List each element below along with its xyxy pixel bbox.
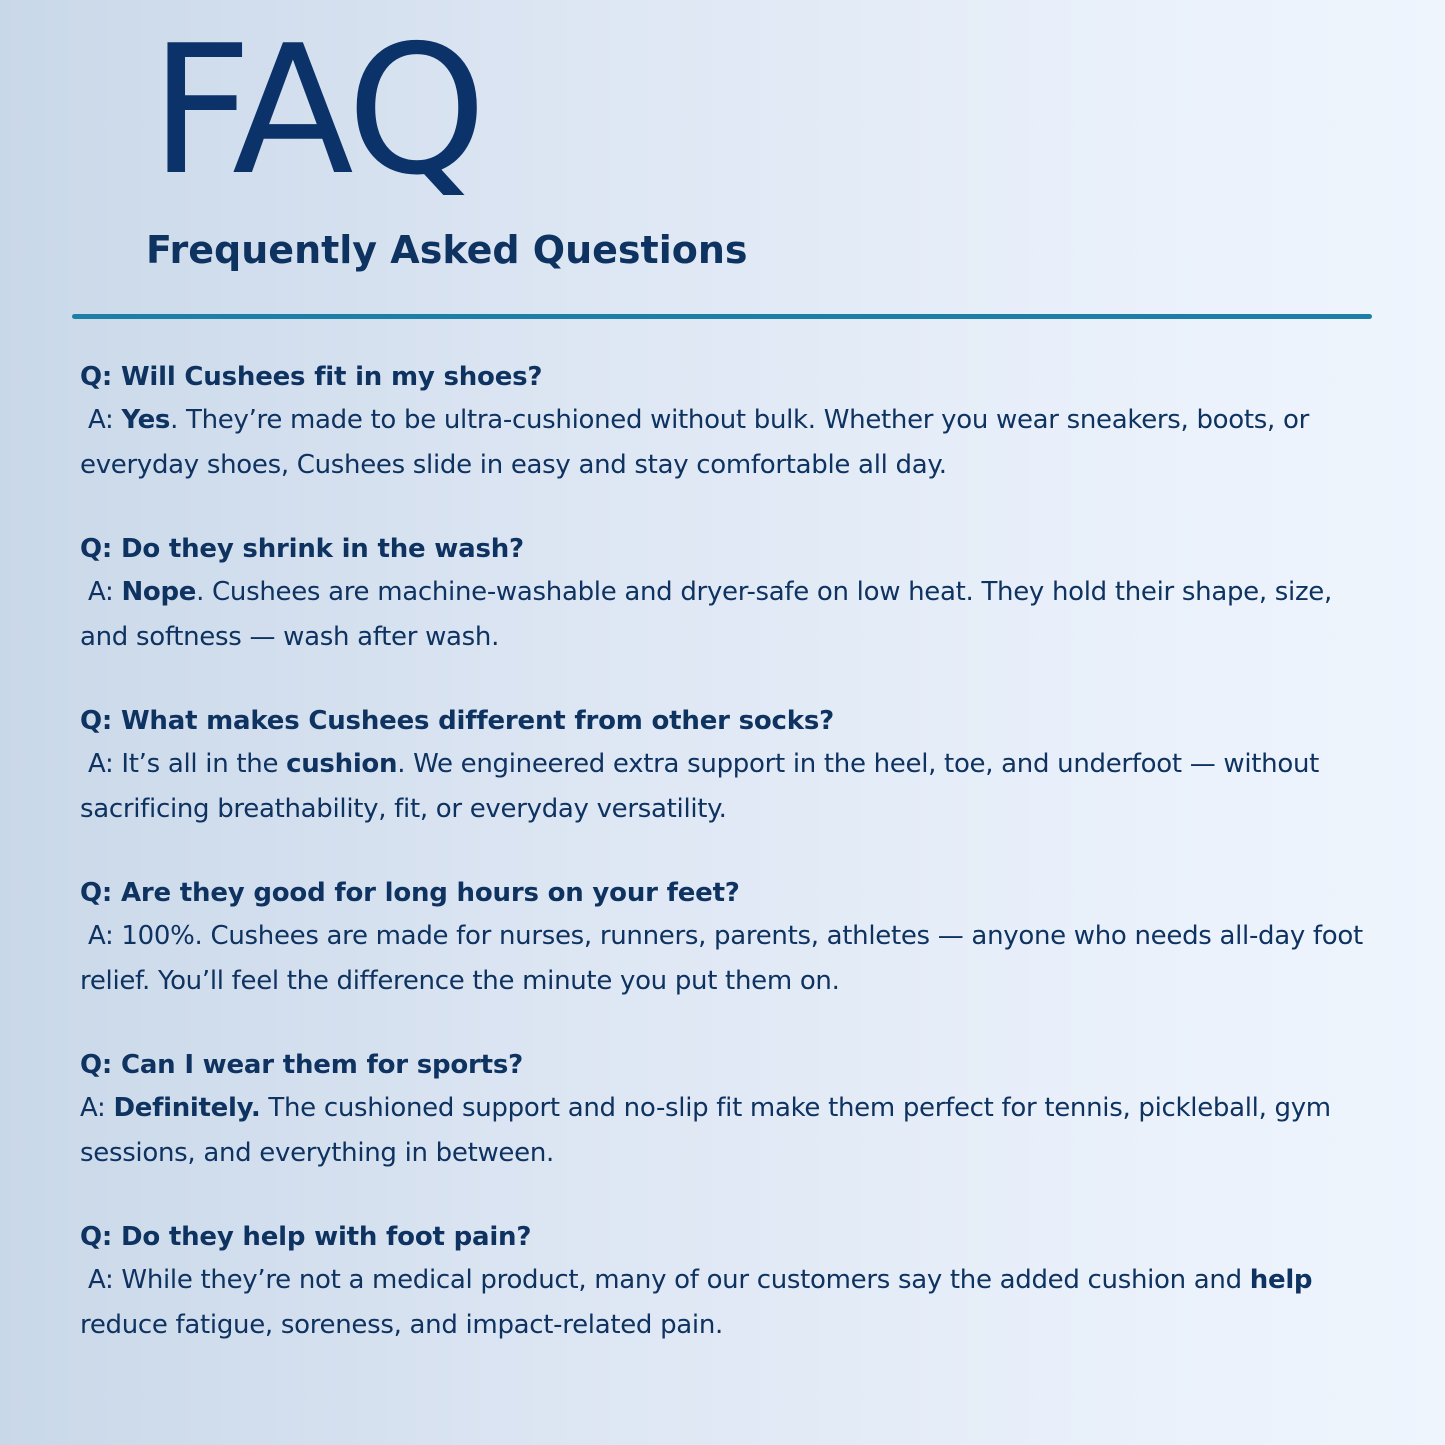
answer-prefix: A: It’s all in the [80,749,287,779]
answer-text: . They’re made to be ultra-cushioned without bulk. Whether you wear sneakers, boots, or everyday shoes, Cushees slide in easy and stay comfortable all day. [80,405,1309,480]
faq-question: Q: Can I wear them for sports? [80,1050,524,1080]
answer-prefix: A: 100%. Cushees are made for nurses, runners, parents, athletes — anyone who needs all-day foot relief. You’ll feel the difference the minute you put them on. [80,921,1371,996]
faq-list [80,356,1380,1388]
faq-item [80,1216,1380,1348]
header-divider [72,314,1372,319]
answer-prefix: A: [80,1093,114,1123]
answer-text: reduce fatigue, soreness, and impact-related pain. [80,1310,723,1340]
answer-prefix: A: [80,577,122,607]
faq-answer [80,398,1380,488]
faq-answer [80,742,1380,832]
faq-item [80,700,1380,832]
page-subtitle: Frequently Asked Questions [146,228,748,272]
answer-emphasis: Definitely. [113,1093,261,1123]
faq-question: Q: Do they help with foot pain? [80,1222,532,1252]
faq-answer [80,1258,1380,1348]
faq-item [80,1044,1380,1176]
faq-answer [80,1086,1380,1176]
answer-text: . Cushees are machine-washable and dryer-safe on low heat. They hold their shape, size, and softness — wash after wash. [80,577,1332,652]
faq-item [80,528,1380,660]
answer-prefix: A: [80,405,122,435]
faq-question: Q: Do they shrink in the wash? [80,534,524,564]
faq-item [80,872,1380,1004]
answer-text: The cushioned support and no-slip fit make them perfect for tennis, pickleball, gym sessions, and everything in between. [80,1093,1331,1168]
answer-emphasis: Nope [121,577,197,607]
faq-question: Q: What makes Cushees different from other socks? [80,706,835,736]
answer-emphasis: Yes [121,405,171,435]
faq-answer [80,570,1380,660]
answer-text: . We engineered extra support in the heel, toe, and underfoot — without sacrificing breathability, fit, or everyday versatility. [80,749,1320,824]
faq-question: Q: Are they good for long hours on your feet? [80,878,740,908]
answer-emphasis: help [1249,1265,1313,1295]
answer-prefix: A: While they’re not a medical product, many of our customers say the added cushion and [80,1265,1250,1295]
page-title: FAQ [150,7,483,214]
answer-emphasis: cushion [286,749,398,779]
faq-answer [80,914,1380,1004]
faq-item [80,356,1380,488]
faq-question: Q: Will Cushees fit in my shoes? [80,362,543,392]
